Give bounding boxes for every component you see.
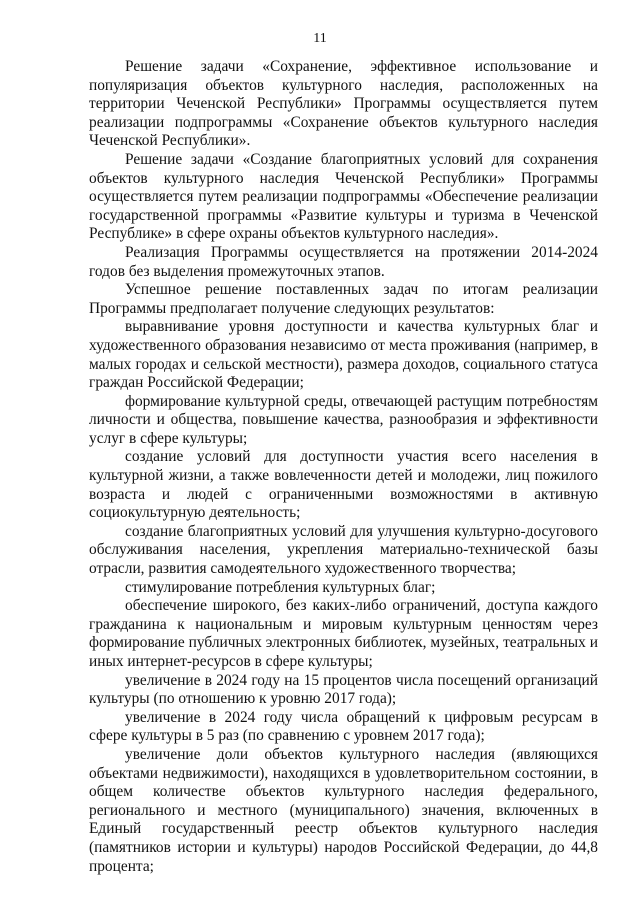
paragraph: Решение задачи «Создание благоприятных условий для сохранения объектов культурного наследия Чеченской Республики» Программы осуществляется путем реализации подпрограммы «Обеспечение реализации государственной программы «Развитие культуры и туризма в Чеченской Республике» в сфере охраны объектов культурного наследия». <box>89 150 598 243</box>
result-item: создание условий для доступности участия всего населения в культурной жизни, а также вовлеченности детей и молодежи, лиц пожилого возраста и людей с ограниченными возможностями в активную социокультурную деятельность; <box>89 448 598 522</box>
result-item: обеспечение широкого, без каких-либо ограничений, доступа каждого гражданина к национальным и мировым культурным ценностям через формирование публичных электронных библиотек, музейных, театральных и иных интернет-ресурсов в сфере культуры; <box>89 597 598 670</box>
result-item: создание благоприятных условий для улучшения культурно-досугового обслуживания населения, укрепления материально-технической базы отрасли, развития самодеятельного художественного творчества; <box>89 522 598 578</box>
result-item: увеличение в 2024 году числа обращений к цифровым ресурсам в сфере культуры в 5 раз (по сравнению с уровнем 2017 года); <box>89 708 598 745</box>
result-item: увеличение в 2024 году на 15 процентов числа посещений организаций культуры (по отношению к уровню 2017 года); <box>89 671 598 708</box>
paragraph: Решение задачи «Сохранение, эффективное использование и популяризация объектов культурного наследия, расположенных на территории Чеченской Республики» Программы осуществляется путем реализации подпрограммы «Сохранение объектов культурного наследия Чеченской Республики». <box>89 58 598 150</box>
result-item: формирование культурной среды, отвечающей растущим потребностям личности и общества, повышение качества, разнообразия и эффективности услуг в сфере культуры; <box>89 392 598 447</box>
paragraph: Реализация Программы осуществляется на протяжении 2014-2024 годов без выделения промежуточных этапов. <box>89 243 598 280</box>
result-item: стимулирование потребления культурных благ; <box>125 578 436 596</box>
page-number: 11 <box>313 31 327 46</box>
result-item: выравнивание уровня доступности и качества культурных благ и художественного образования независимо от места проживания (например, в малых городах и сельской местности), размера доходов, социального статуса граждан Российской Федерации; <box>89 318 598 392</box>
result-item: увеличение доли объектов культурного наследия (являющихся объектами недвижимости), находящихся в удовлетворительном состоянии, в общем количестве объектов культурного наследия федерального, регионального и местного (муниципального) значения, включенных в Единый государственный реестр объектов культурного наследия (памятников истории и культуры) народов Российской Федерации, до 44,8 процента; <box>89 745 598 875</box>
paragraph: Успешное решение поставленных задач по итогам реализации Программы предполагает получение следующих результатов: <box>89 281 598 317</box>
document-body <box>89 58 598 876</box>
